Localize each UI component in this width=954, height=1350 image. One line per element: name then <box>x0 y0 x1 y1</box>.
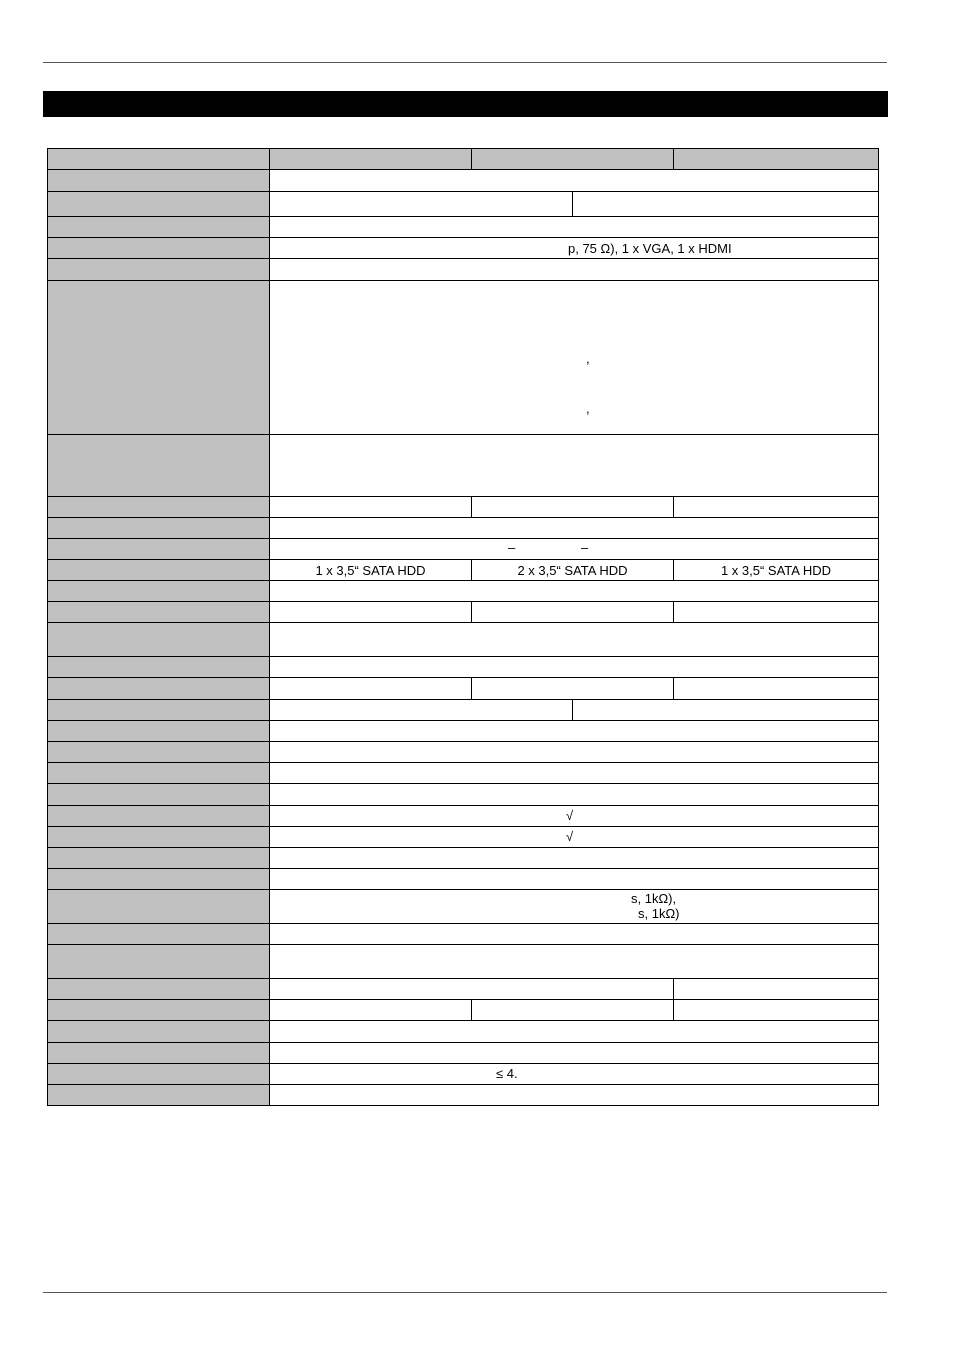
value-cell <box>270 827 879 848</box>
comma-mark: , <box>586 351 590 366</box>
table-row <box>48 281 879 435</box>
value-cell <box>270 979 674 1000</box>
value-cell <box>472 497 674 518</box>
alarm-output-spec-line: s, 1kΩ) <box>638 906 680 921</box>
dash-mark: – <box>508 540 516 555</box>
table-row <box>48 924 879 945</box>
value-cell <box>270 763 879 784</box>
row-label <box>48 869 270 890</box>
value-cell <box>270 657 879 678</box>
header-cell <box>270 149 472 170</box>
row-label <box>48 560 270 581</box>
table-row <box>48 217 879 238</box>
row-label <box>48 602 270 623</box>
row-label <box>48 657 270 678</box>
table-row <box>48 742 879 763</box>
value-cell <box>674 678 879 700</box>
value-cell <box>270 518 879 539</box>
row-label <box>48 435 270 497</box>
table-row <box>48 1085 879 1106</box>
value-cell <box>270 170 879 192</box>
row-label <box>48 497 270 518</box>
value-cell <box>573 192 879 217</box>
row-label <box>48 1000 270 1021</box>
value-cell <box>270 806 879 827</box>
row-label <box>48 1085 270 1106</box>
table-row <box>48 848 879 869</box>
value-cell <box>270 435 879 497</box>
value-cell <box>270 217 879 238</box>
value-cell <box>270 192 573 217</box>
row-label <box>48 763 270 784</box>
table-row <box>48 827 879 848</box>
checkmark: √ <box>566 808 574 823</box>
value-cell <box>472 602 674 623</box>
table-row <box>48 497 879 518</box>
value-cell <box>270 539 879 560</box>
table-row <box>48 869 879 890</box>
limit-text: ≤ 4. <box>496 1066 518 1081</box>
value-cell <box>270 721 879 742</box>
table-row <box>48 192 879 217</box>
table-row <box>48 1021 879 1043</box>
header-cell <box>472 149 674 170</box>
value-cell <box>270 848 879 869</box>
value-cell <box>573 700 879 721</box>
row-label <box>48 1064 270 1085</box>
row-label <box>48 784 270 806</box>
value-cell <box>270 1085 879 1106</box>
table-row <box>48 784 879 806</box>
value-cell <box>472 678 674 700</box>
row-label <box>48 623 270 657</box>
table-row <box>48 259 879 281</box>
row-label <box>48 170 270 192</box>
table-row <box>48 170 879 192</box>
value-cell <box>674 1000 879 1021</box>
table-row <box>48 657 879 678</box>
row-label <box>48 742 270 763</box>
row-label <box>48 259 270 281</box>
value-cell <box>270 700 573 721</box>
dash-mark: – <box>581 540 589 555</box>
table-row <box>48 721 879 742</box>
table-row <box>48 945 879 979</box>
row-label <box>48 678 270 700</box>
row-label <box>48 539 270 560</box>
table-row <box>48 700 879 721</box>
table-row <box>48 560 879 581</box>
row-label <box>48 827 270 848</box>
header-rule <box>43 62 887 63</box>
row-label <box>48 192 270 217</box>
row-label <box>48 979 270 1000</box>
value-cell <box>270 890 879 924</box>
alarm-input-spec-line: s, 1kΩ), <box>631 891 677 906</box>
row-label <box>48 848 270 869</box>
value-cell <box>270 945 879 979</box>
table-row <box>48 581 879 602</box>
row-label <box>48 281 270 435</box>
row-label <box>48 1043 270 1064</box>
video-output-cell: p, 75 Ω), 1 x VGA, 1 x HDMI <box>270 238 879 259</box>
table-row <box>48 238 879 259</box>
row-label <box>48 721 270 742</box>
footer-rule <box>43 1292 887 1293</box>
value-cell <box>270 869 879 890</box>
table-row <box>48 539 879 560</box>
value-cell <box>270 259 879 281</box>
table-row <box>48 678 879 700</box>
value-cell <box>270 1000 472 1021</box>
value-cell <box>270 602 472 623</box>
checkmark: √ <box>566 829 574 844</box>
table-row <box>48 623 879 657</box>
value-cell <box>270 623 879 657</box>
table-row <box>48 806 879 827</box>
value-cell <box>270 1064 879 1085</box>
title-band <box>43 91 888 117</box>
value-cell <box>270 678 472 700</box>
value-cell <box>674 602 879 623</box>
row-label <box>48 890 270 924</box>
row-label <box>48 238 270 259</box>
row-label <box>48 217 270 238</box>
table-row <box>48 890 879 924</box>
row-label <box>48 806 270 827</box>
comma-mark: , <box>586 401 590 416</box>
hdd-cell: 1 x 3,5“ SATA HDD <box>674 560 879 581</box>
value-cell <box>674 497 879 518</box>
value-cell <box>270 581 879 602</box>
spec-table <box>47 148 879 1106</box>
row-label <box>48 518 270 539</box>
row-label <box>48 581 270 602</box>
table-row <box>48 1064 879 1085</box>
value-cell <box>472 1000 674 1021</box>
row-label <box>48 1021 270 1043</box>
table-row <box>48 602 879 623</box>
table-row <box>48 979 879 1000</box>
header-row <box>48 149 879 170</box>
value-cell <box>270 784 879 806</box>
value-cell <box>270 1021 879 1043</box>
value-cell <box>674 979 879 1000</box>
row-label <box>48 945 270 979</box>
row-label <box>48 924 270 945</box>
header-cell <box>48 149 270 170</box>
value-cell <box>270 1043 879 1064</box>
table-row <box>48 1043 879 1064</box>
row-label <box>48 700 270 721</box>
value-cell <box>270 497 472 518</box>
hdd-cell: 2 x 3,5“ SATA HDD <box>472 560 674 581</box>
table-row <box>48 518 879 539</box>
table-row <box>48 435 879 497</box>
hdd-cell: 1 x 3,5“ SATA HDD <box>270 560 472 581</box>
value-cell <box>270 924 879 945</box>
value-cell <box>270 281 879 435</box>
table-row <box>48 1000 879 1021</box>
value-cell <box>270 742 879 763</box>
table-row <box>48 763 879 784</box>
header-cell <box>674 149 879 170</box>
